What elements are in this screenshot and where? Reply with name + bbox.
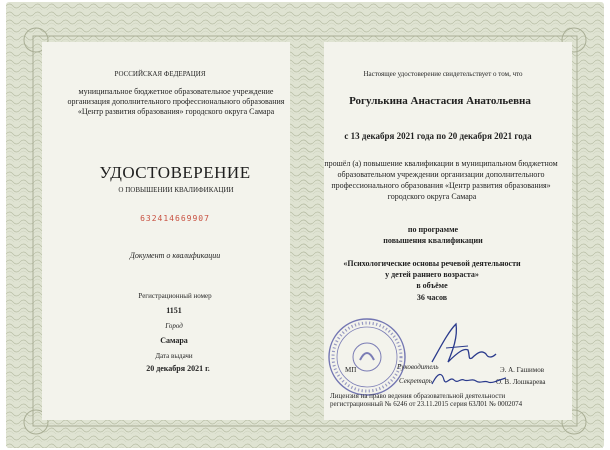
- program-label-1: по программе: [407, 225, 459, 234]
- seal-mark: МП: [345, 366, 357, 374]
- program-label-2: повышения квалификации: [383, 236, 483, 245]
- issuer-line-2: организация дополнительного профессионального образования: [67, 97, 285, 106]
- volume-label: в объёме: [416, 281, 448, 290]
- training-period: с 13 декабря 2021 года по 20 декабря 2021 года: [344, 131, 532, 141]
- director-name: Э. А. Гашимов: [500, 366, 545, 374]
- secretary-label: Секретарь: [399, 377, 432, 385]
- certificate-subtitle: О ПОВЫШЕНИИ КВАЛИФИКАЦИИ: [118, 186, 234, 194]
- certificate-title: УДОСТОВЕРЕНИЕ: [99, 163, 251, 182]
- training-line-3: профессионального образования «Центр развития образования»: [331, 181, 551, 190]
- city-label: Город: [165, 322, 183, 330]
- program-name-2: у детей раннего возраста»: [385, 270, 479, 279]
- training-line-1: прошёл (а) повышение квалификации в муниципальном бюджетном: [324, 159, 558, 168]
- director-signature: [428, 318, 498, 370]
- serial-number: 632414669907: [140, 214, 210, 223]
- license-line-1: Лицензия на право ведения образовательной деятельности: [330, 392, 506, 400]
- director-label: Руководитель: [397, 363, 439, 371]
- document-type: Документ о квалификации: [129, 251, 221, 260]
- registration-number: 1151: [166, 306, 182, 315]
- training-line-4: городского округа Самара: [387, 192, 477, 201]
- secretary-signature: [430, 368, 508, 390]
- registration-label: Регистрационный номер: [138, 292, 212, 300]
- recipient-name: Рогулькина Анастасия Анатольевна: [349, 95, 531, 107]
- license-line-2: регистрационный № 6246 от 23.11.2015 серия 63Л01 № 0002074: [330, 400, 523, 408]
- issue-date-label: Дата выдачи: [155, 352, 193, 360]
- issue-date: 20 декабря 2021 г.: [146, 364, 210, 373]
- program-name-1: «Психологические основы речевой деятельности: [343, 259, 521, 268]
- secretary-name: О. В. Лошкарева: [496, 378, 546, 386]
- federation-label: РОССИЙСКАЯ ФЕДЕРАЦИЯ: [114, 70, 206, 78]
- issuer-line-3: «Центр развития образования» городского округа Самара: [77, 107, 275, 116]
- city-value: Самара: [160, 336, 188, 345]
- issuer-line-1: муниципальное бюджетное образовательное учреждение: [78, 87, 274, 96]
- training-line-2: образовательном учреждении организации дополнительного: [337, 170, 545, 179]
- hours: 36 часов: [416, 293, 448, 302]
- official-stamp: [326, 316, 408, 398]
- intro-text: Настоящее удостоверение свидетельствует о том, что: [363, 70, 523, 78]
